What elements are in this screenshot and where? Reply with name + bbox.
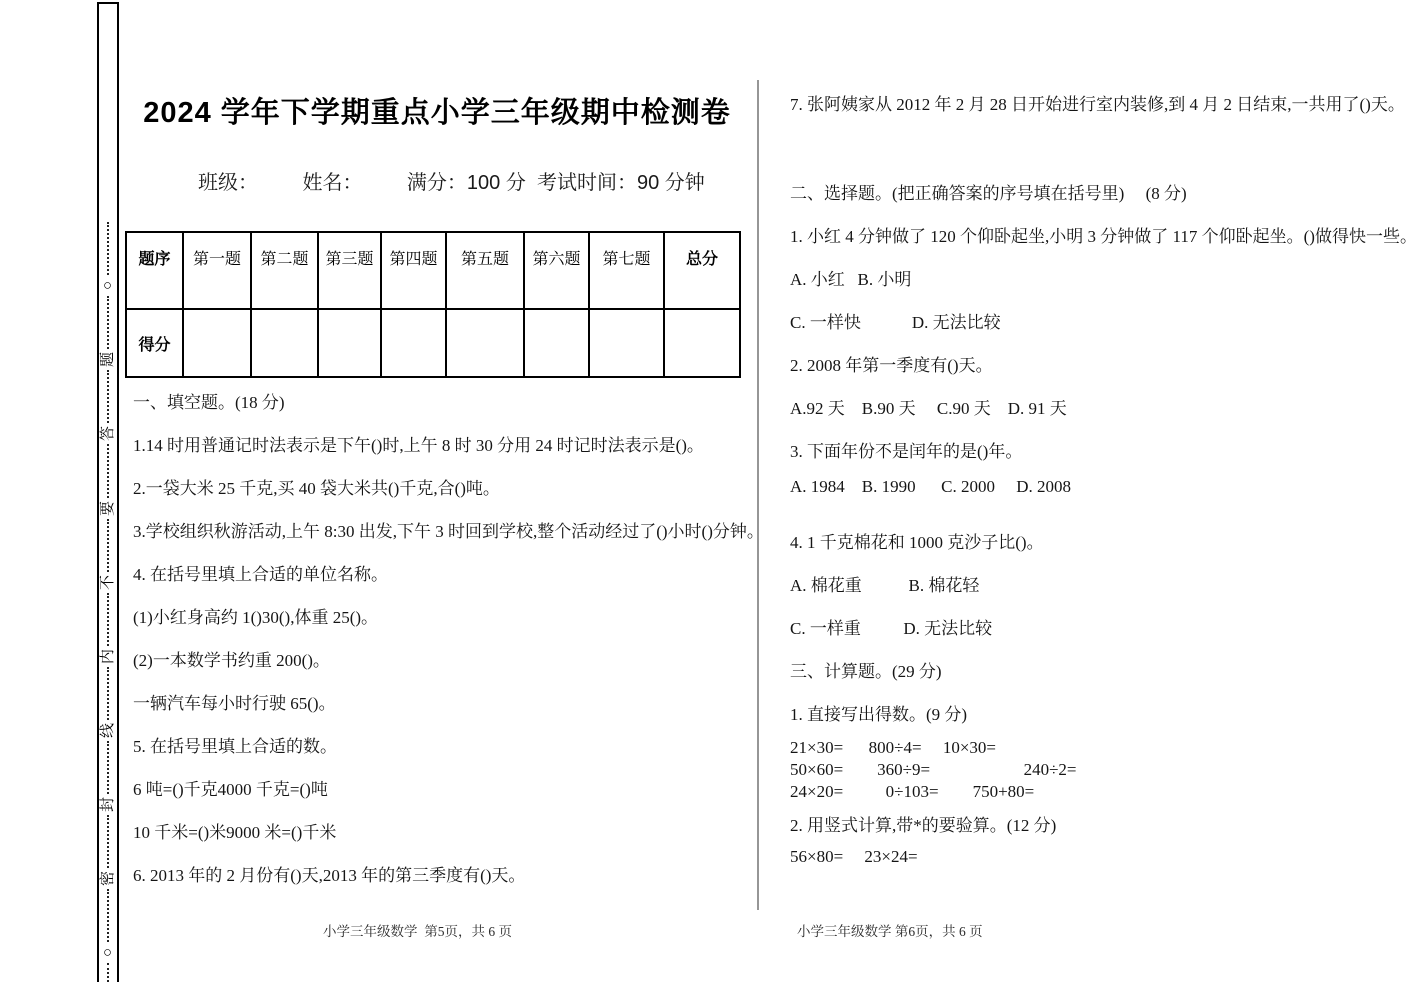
question-line: 10 千米=()米9000 米=()千米 [133, 823, 337, 842]
question-line: 3. 下面年份不是闰年的是()年。 [790, 442, 1023, 461]
score-table-header-row [126, 232, 740, 309]
question-line: 1. 直接写出得数。(9 分) [790, 705, 968, 724]
calculation-row: 21×30= 800÷4= 10×30= [790, 738, 997, 757]
dotted-line [107, 667, 109, 720]
seal-char: ○ [99, 948, 117, 958]
calculation-row: 50×60= 360÷9= 240÷2= [790, 760, 1077, 779]
seal-strip-right-line [117, 2, 119, 982]
seal-strip-top-cap [97, 2, 119, 4]
seal-char: 题 [99, 352, 117, 368]
score-row-label: 得分 [126, 309, 183, 377]
seal-char: 要 [99, 500, 117, 516]
choice-options-line: A.92 天 B.90 天 C.90 天 D. 91 天 [790, 399, 1067, 418]
choice-options-line: C. 一样快 D. 无法比较 [790, 313, 1001, 332]
right-page-content [790, 95, 1418, 890]
section-heading-multiple-choice: 二、选择题。(把正确答案的序号填在括号里) (8 分) [790, 184, 1187, 203]
choice-options-line: A. 1984 B. 1990 C. 2000 D. 2008 [790, 477, 1071, 496]
dotted-line [107, 889, 109, 942]
dotted-line [107, 963, 109, 982]
page-footer-right: 小学三年级数学 第6页，共 6 页 [797, 924, 983, 939]
page-title: 2024 学年下学期重点小学三年级期中检测卷 [143, 97, 731, 129]
score-table-header-cell: 第四题 [381, 232, 446, 309]
choice-options-line: C. 一样重 D. 无法比较 [790, 619, 993, 638]
question-line: 3.学校组织秋游活动,上午 8:30 出发,下午 3 时回到学校,整个活动经过了()小时()分钟。 [133, 522, 764, 541]
score-cell [589, 309, 664, 377]
dotted-line [107, 741, 109, 794]
score-table-header-cell: 第三题 [318, 232, 381, 309]
score-table-header-cell: 第七题 [589, 232, 664, 309]
question-line: 6 吨=()千克4000 千克=()吨 [133, 780, 328, 799]
seal-char: 线 [99, 722, 117, 738]
score-cell [524, 309, 589, 377]
dotted-line [107, 296, 109, 349]
seal-line-column [99, 222, 117, 982]
score-table-header-cell: 第一题 [183, 232, 251, 309]
question-line: 1.14 时用普通记时法表示是下午()时,上午 8 时 30 分用 24 时记时法表示是()。 [133, 436, 704, 455]
seal-char: 密 [99, 871, 117, 887]
dotted-line [107, 593, 109, 646]
score-table-header-cell: 第二题 [251, 232, 318, 309]
page-footer-left: 小学三年级数学 第5页，共 6 页 [323, 924, 512, 939]
question-line: 1. 小红 4 分钟做了 120 个仰卧起坐,小明 3 分钟做了 117 个仰卧起坐。()做得快一些。 [790, 227, 1417, 246]
calculation-row: 24×20= 0÷103= 750+80= [790, 782, 1035, 801]
dotted-line [107, 370, 109, 423]
question-line: 5. 在括号里填上合适的数。 [133, 737, 337, 756]
score-table [125, 231, 741, 378]
choice-options-line: A. 棉花重 B. 棉花轻 [790, 576, 980, 595]
left-page-content [133, 393, 764, 909]
question-line: 2. 用竖式计算,带*的要验算。(12 分) [790, 816, 1057, 835]
section-heading-fill-in: 一、填空题。(18 分) [133, 393, 285, 412]
seal-char: 封 [99, 797, 117, 813]
choice-options-line: A. 小红 B. 小明 [790, 270, 912, 289]
dotted-line [107, 444, 109, 497]
exam-info-line: 班级： 姓名： 满分：100 分 考试时间：90 分钟 [198, 172, 705, 194]
question-line: 2.一袋大米 25 千克,买 40 袋大米共()千克,合()吨。 [133, 479, 500, 498]
score-cell [446, 309, 524, 377]
calculation-row: 56×80= 23×24= [790, 847, 918, 866]
question-line: (1)小红身高约 1()30(),体重 25()。 [133, 608, 379, 627]
score-cell [664, 309, 740, 377]
question-line: 7. 张阿姨家从 2012 年 2 月 28 日开始进行室内装修,到 4 月 2 日结束,一共用了()天。 [790, 95, 1405, 114]
question-line: 一辆汽车每小时行驶 65()。 [133, 694, 336, 713]
score-cell [251, 309, 318, 377]
question-line: (2)一本数学书约重 200()。 [133, 651, 330, 670]
seal-char: 内 [99, 648, 117, 664]
question-line: 2. 2008 年第一季度有()天。 [790, 356, 993, 375]
score-cell [381, 309, 446, 377]
seal-char: ○ [99, 281, 117, 291]
dotted-line [107, 519, 109, 572]
question-line: 6. 2013 年的 2 月份有()天,2013 年的第三季度有()天。 [133, 866, 526, 885]
question-line: 4. 在括号里填上合适的单位名称。 [133, 565, 388, 584]
dotted-line [107, 222, 109, 275]
seal-char: 答 [99, 426, 117, 442]
score-cell [183, 309, 251, 377]
dotted-line [107, 815, 109, 868]
score-cell [318, 309, 381, 377]
question-line: 4. 1 千克棉花和 1000 克沙子比()。 [790, 533, 1044, 552]
score-table-header-cell: 题序 [126, 232, 183, 309]
score-table-header-cell: 第六题 [524, 232, 589, 309]
seal-char: 不 [99, 574, 117, 590]
score-table-header-cell: 第五题 [446, 232, 524, 309]
section-heading-calculation: 三、计算题。(29 分) [790, 662, 942, 681]
score-table-score-row [126, 309, 740, 377]
score-table-header-cell: 总分 [664, 232, 740, 309]
